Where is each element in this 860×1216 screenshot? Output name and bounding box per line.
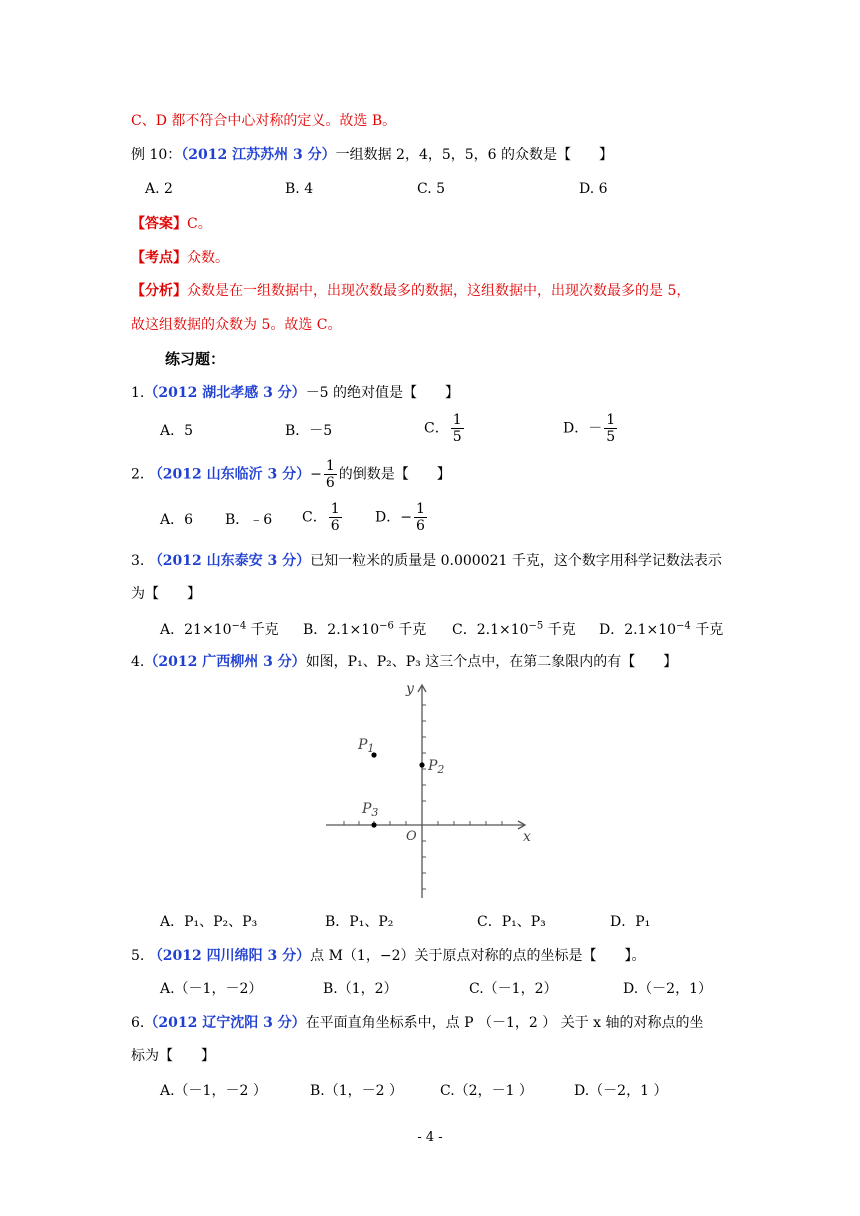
base: 2.1×10 (624, 622, 677, 638)
q4-source: （2012 广西柳州 3 分） (144, 654, 306, 670)
example-10-question (131, 145, 613, 165)
q2-option-d (375, 501, 429, 534)
numerator: 1 (325, 458, 335, 474)
option-d: D. 6 (579, 181, 608, 197)
p1-label: $P_1$ (358, 737, 375, 755)
q6-question (131, 1013, 704, 1033)
q2-option-b: B．﹣6 (225, 512, 273, 528)
base: 2.1×10 (476, 622, 529, 638)
example-source: （2012 江苏苏州 3 分） (181, 147, 336, 163)
option-c: C. 5 (417, 181, 446, 197)
q4-option-c: C．P₁、P₃ (477, 914, 546, 930)
q2-fraction (324, 458, 337, 491)
y-label: y (406, 681, 414, 697)
unit: 千克 (393, 622, 427, 638)
unit: 千克 (246, 622, 279, 638)
q2-text: 的倒数是【 】 (338, 466, 451, 483)
q2-d-label: D．− (375, 509, 412, 526)
q3-option-a (160, 620, 279, 640)
q6-option-a: A.（－1，－2 ） (160, 1083, 267, 1099)
practice-heading: 练习题： (165, 350, 226, 368)
q1-number: 1. (131, 385, 145, 401)
q4-option-a: A．P₁、P₂、P₃ (160, 914, 258, 930)
q1-option-c (424, 412, 466, 445)
point-p2 (419, 762, 424, 767)
q2-number: 2. (131, 466, 145, 483)
q6-option-b: B.（1，－2 ） (310, 1083, 404, 1099)
q1-text: －5 的绝对值是【 】 (305, 385, 460, 401)
base: 2.1×10 (327, 622, 380, 638)
option-a: A. 2 (145, 181, 173, 197)
numerator: 1 (606, 412, 616, 428)
q1-d-fraction (604, 412, 617, 445)
q2-c-fraction (329, 501, 342, 534)
analysis-value: 众数是在一组数据中，出现次数最多的数据，这组数据中，出现次数最多的是 5， (187, 283, 691, 299)
solution-line: C、D 都不符合中心对称的定义。故选 B。 (131, 113, 397, 129)
numerator: 1 (452, 412, 462, 428)
q6-option-c: C.（2，－1 ） (440, 1083, 533, 1099)
analysis-line (131, 281, 690, 301)
q1-source: （2012 湖北孝感 3 分） (144, 385, 306, 401)
numerator: 1 (330, 501, 340, 517)
q6-question-cont: 标为【 】 (131, 1048, 215, 1064)
q3-question (131, 551, 722, 571)
q3-option-b (303, 620, 426, 640)
q5-option-a: A.（－1，－2） (160, 981, 263, 997)
q4-option-d: D．P₁ (610, 914, 651, 930)
coordinate-figure (320, 680, 540, 905)
q2-option-a: A．6 (160, 512, 194, 528)
q3-source: （2012 山东泰安 3 分） (148, 553, 311, 569)
q6-number: 6. (131, 1015, 145, 1031)
page-number: - 4 - (417, 1130, 443, 1145)
q1-d-label: D．－ (563, 420, 603, 437)
exponent: −4 (231, 620, 247, 632)
option-b: B. 4 (285, 181, 314, 197)
point-p3 (371, 822, 376, 827)
q3-option-d (599, 620, 723, 640)
q5-option-c: C.（－1，2） (469, 981, 558, 997)
answer-value: C。 (187, 216, 212, 232)
q4-number: 4. (131, 654, 145, 670)
denominator: 5 (452, 429, 462, 445)
label: D． (599, 622, 625, 638)
q2-option-c (302, 501, 344, 534)
denominator: 6 (325, 475, 335, 491)
example-label: 例 10： (131, 147, 182, 163)
q5-number: 5. (131, 948, 145, 964)
q5-text: 点 M（1，−2）关于原点对称的点的坐标是【 】。 (310, 948, 646, 964)
q2-d-fraction (414, 501, 427, 534)
q2-minus: − (310, 466, 322, 483)
q5-option-b: B.（1，2） (323, 981, 398, 997)
q2-c-label: C． (302, 509, 327, 526)
denominator: 5 (606, 429, 616, 445)
denominator: 6 (415, 518, 425, 534)
denominator: 6 (330, 518, 340, 534)
q5-option-d: D.（－2，1） (623, 981, 712, 997)
q3-number: 3. (131, 553, 145, 569)
q4-option-b: B．P₁、P₂ (325, 914, 394, 930)
example-text: 一组数据 2，4，5，5，6 的众数是【 】 (335, 147, 614, 163)
q5-source: （2012 四川绵阳 3 分） (148, 948, 311, 964)
unit: 千克 (690, 622, 724, 638)
p3-label: $P_3$ (362, 801, 379, 819)
exponent: −5 (528, 620, 544, 632)
p2-label: $P_2$ (428, 758, 445, 776)
q1-c-fraction (451, 412, 464, 445)
knowledge-tag: 【考点】 (131, 250, 187, 266)
q6-text: 在平面直角坐标系中，点 P （－1，2 ） 关于 x 轴的对称点的坐 (305, 1015, 704, 1031)
knowledge-value: 众数。 (187, 250, 229, 266)
q1-c-label: C． (424, 420, 449, 437)
answer-line (131, 214, 212, 234)
numerator: 1 (415, 501, 425, 517)
label: B． (303, 622, 328, 638)
exponent: −4 (676, 620, 691, 632)
q4-question (131, 652, 677, 672)
analysis-line-2: 故这组数据的众数为 5。故选 C。 (131, 317, 342, 333)
q3-text: 已知一粒米的质量是 0.000021 千克，这个数字用科学记数法表示 (310, 553, 722, 569)
origin-label: O (406, 829, 417, 844)
answer-tag: 【答案】 (131, 216, 187, 232)
label: C． (452, 622, 477, 638)
q4-text: 如图，P₁、P₂、P₃ 这三个点中，在第二象限内的有【 】 (305, 654, 678, 670)
q1-option-b: B．－5 (285, 423, 333, 439)
analysis-tag: 【分析】 (131, 283, 187, 299)
label: A． (160, 622, 185, 638)
q3-option-c (452, 620, 576, 640)
q1-option-a: A．5 (160, 423, 194, 439)
base: 21×10 (184, 622, 232, 638)
q6-option-d: D.（－2，1 ） (574, 1083, 668, 1099)
q5-question (131, 946, 645, 966)
knowledge-line (131, 248, 229, 268)
q1-option-d (563, 412, 619, 445)
exponent: −6 (379, 620, 394, 632)
x-label: x (523, 829, 531, 845)
q6-source: （2012 辽宁沈阳 3 分） (144, 1015, 306, 1031)
q2-source: （2012 山东临沂 3 分） (148, 466, 311, 483)
q3-question-cont: 为【 】 (131, 586, 201, 602)
q2-question (131, 458, 451, 491)
unit: 千克 (543, 622, 576, 638)
q1-question (131, 383, 459, 403)
